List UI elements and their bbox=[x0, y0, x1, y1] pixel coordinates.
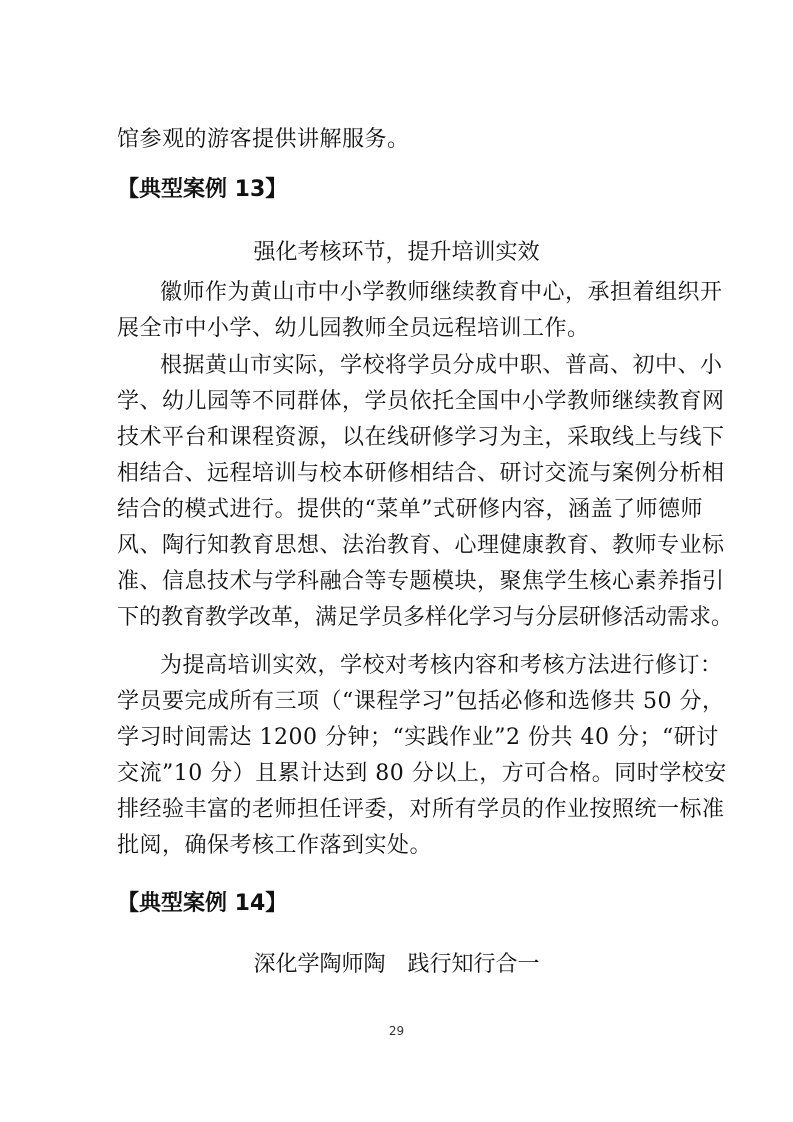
body-line: 交流”10 分）且累计达到 80 分以上，方可合格。同时学校安 bbox=[117, 761, 727, 786]
case-title: 深化学陶师陶 践行知行合一 bbox=[253, 952, 540, 977]
body-line: 下的教育教学改革，满足学员多样化学习与分层研修活动需求。 bbox=[117, 605, 734, 630]
body-line: 学习时间需达 1200 分钟；“实践作业”2 份共 40 分；“研讨 bbox=[117, 725, 719, 750]
body-line: 学员要完成所有三项（“课程学习”包括必修和选修共 50 分， bbox=[117, 689, 725, 714]
body-line: 为提高培训实效，学校对考核内容和考核方法进行修订： bbox=[160, 653, 723, 678]
body-line: 批阅，确保考核工作落到实处。 bbox=[117, 833, 433, 858]
body-line: 风、陶行知教育思想、法治教育、心理健康教育、教师专业标 bbox=[117, 533, 725, 558]
case-heading: 【典型案例 13】 bbox=[117, 177, 288, 202]
body-line: 学、幼儿园等不同群体，学员依托全国中小学教师继续教育网 bbox=[117, 389, 725, 414]
body-line: 结合的模式进行。提供的“菜单”式研修内容，涵盖了师德师 bbox=[117, 497, 703, 522]
body-line: 徽师作为黄山市中小学教师继续教育中心，承担着组织开 bbox=[160, 280, 723, 305]
body-line: 排经验丰富的老师担任评委，对所有学员的作业按照统一标准 bbox=[117, 797, 725, 822]
body-line: 展全市中小学、幼儿园教师全员远程培训工作。 bbox=[117, 316, 590, 341]
body-line: 技术平台和课程资源，以在线研修学习为主，采取线上与线下 bbox=[117, 425, 725, 450]
body-line: 相结合、远程培训与校本研修相结合、研讨交流与案例分析相 bbox=[117, 461, 725, 486]
body-line: 馆参观的游客提供讲解服务。 bbox=[117, 127, 410, 152]
case-title: 强化考核环节，提升培训实效 bbox=[253, 240, 540, 265]
page-number: 29 bbox=[388, 1024, 405, 1038]
body-line: 根据黄山市实际，学校将学员分成中职、普高、初中、小 bbox=[160, 353, 723, 378]
body-line: 准、信息技术与学科融合等专题模块，聚焦学生核心素养指引 bbox=[117, 569, 725, 594]
case-heading: 【典型案例 14】 bbox=[117, 891, 288, 916]
